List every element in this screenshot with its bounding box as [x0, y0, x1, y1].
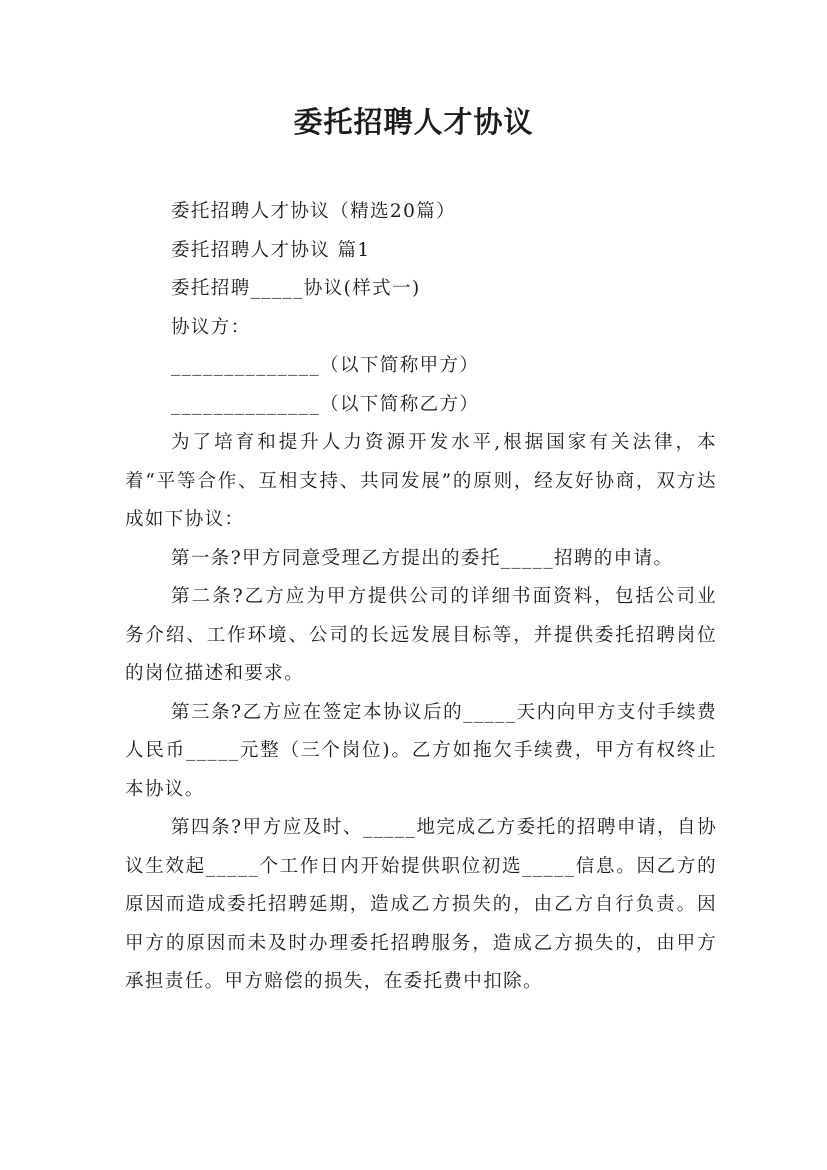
party-a-line: ______________（以下简称甲方） — [171, 355, 480, 376]
document-title: 委托招聘人才协议 — [293, 105, 534, 139]
article-3-paragraph: 第三条?乙方应在签定本协议后的_____天内向甲方支付手续费人民币_____元整（三个岗位)。乙方如拖欠手续费，甲方有权终止本协议。 — [125, 701, 717, 800]
agreement-name: 委托招聘_____协议(样式一) — [171, 278, 421, 299]
parties-label: 协议方： — [171, 316, 251, 338]
article-4-paragraph: 第四条?甲方应及时、_____地完成乙方委托的招聘申请，自协议生效起_____个工作日内开始提供职位初选_____信息。因乙方的原因而造成委托招聘延期，造成乙方损失的，由乙方自行负责。因甲方的原因而未及时办理委托招聘服务，造成乙方损失的，由甲方承担责任。甲方赔偿的损失，在委托费中扣除。 — [125, 817, 717, 992]
party-b-line: ______________（以下简称乙方） — [171, 393, 480, 415]
document-body — [125, 193, 717, 1002]
article-1-paragraph: 第一条?甲方同意受理乙方提出的委托_____招聘的申请。 — [171, 547, 674, 569]
intro-paragraph: 为了培育和提升人力资源开发水平,根据国家有关法律，本着“平等合作、互相支持、共同发展”的原则，经友好协商，双方达成如下协议： — [125, 432, 717, 530]
article-2-paragraph: 第二条?乙方应为甲方提供公司的详细书面资料，包括公司业务介绍、工作环境、公司的长远发展目标等，并提供委托招聘岗位的岗位描述和要求。 — [125, 586, 717, 684]
chapter-heading: 委托招聘人才协议 篇1 — [171, 239, 371, 261]
document-subtitle: 委托招聘人才协议（精选20篇） — [171, 201, 457, 222]
